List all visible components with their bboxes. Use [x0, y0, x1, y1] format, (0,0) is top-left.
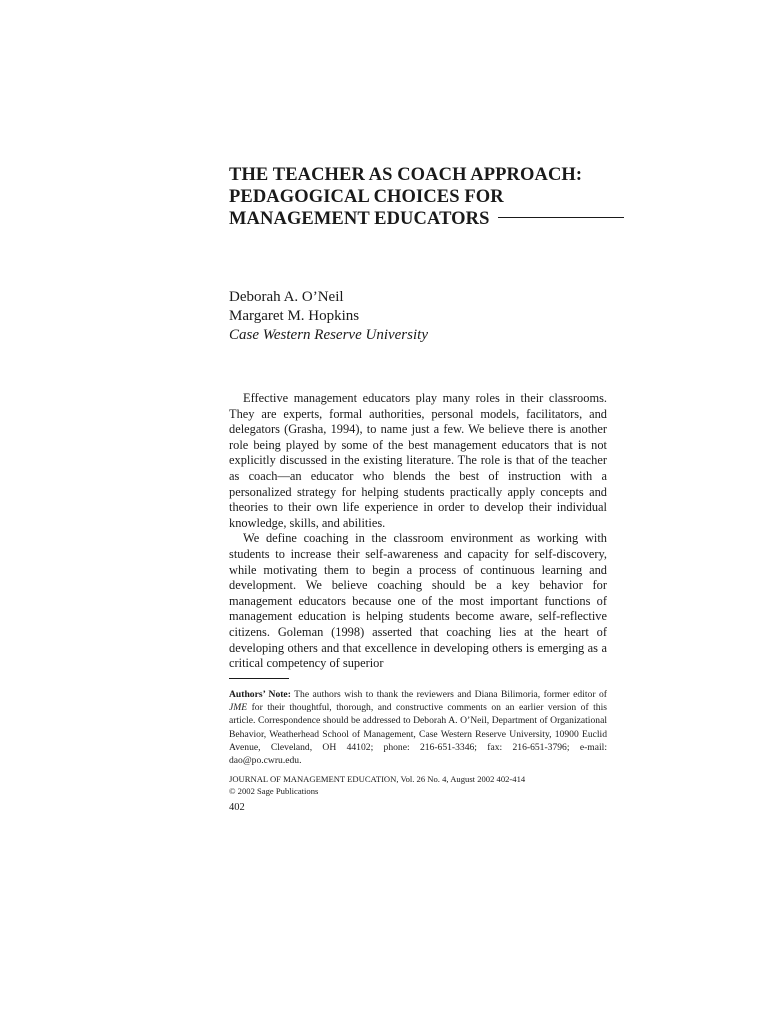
- body-paragraph-1: Effective management educators play many roles in their classrooms. They are experts, formal authorities, personal models, facilitators, and delegators (Grasha, 1994), to name just a few. We believe there is another role being played by some of the best management educators that is not explicitly discussed in the existing literature. The role is that of the teacher as coach—an educator who blends the best of instruction with a personalized strategy for helping students practically apply concepts and theories to their own life experience in order to develop their individual knowledge, skills, and abilities.: [229, 391, 607, 530]
- copyright-notice: © 2002 Sage Publications: [229, 785, 319, 796]
- journal-citation: JOURNAL OF MANAGEMENT EDUCATION, Vol. 26 No. 4, August 2002 402-414: [229, 774, 526, 784]
- journal-abbreviation: JME: [229, 702, 248, 714]
- body-paragraph-2: We define coaching in the classroom environment as working with students to increase their self-awareness and capacity for self-discovery, while motivating them to begin a process of continuous learning and development. We believe coaching should be a key behavior for management educators because one of the most important functions of management education is helping students become aware, self-reflective citizens. Goleman (1998) asserted that coaching lies at the heart of developing others and that excellence in developing others is emerging as a critical competency of superior: [229, 531, 607, 671]
- article-body: [229, 391, 607, 672]
- journal-citation-block: [229, 774, 525, 797]
- title-line-1: THE TEACHER AS COACH APPROACH:: [229, 165, 583, 185]
- article-title: [229, 164, 607, 230]
- title-line-3: [229, 208, 607, 230]
- author-affiliation: Case Western Reserve University: [229, 327, 428, 343]
- authors-note-label: Authors’ Note:: [229, 689, 291, 700]
- footnote-divider: [229, 678, 289, 679]
- title-rule: [498, 217, 624, 218]
- authors-note: [229, 688, 607, 767]
- title-line-3-text: MANAGEMENT EDUCATORS: [229, 209, 490, 229]
- authors-note-text-2: for their thoughtful, thorough, and constructive comments on an earlier version of this article. Correspondence should be addressed to Deborah A. O’Neil, Department of Organizational Behavior, Weatherhead School of Management, Case Western Reserve University, 10900 Euclid Avenue, Cleveland, OH 44102; phone: 216-651-3346; fax: 216-651-3796; e-mail: dao@po.cwru.edu.: [229, 702, 607, 767]
- author-name-2: Margaret M. Hopkins: [229, 308, 360, 324]
- author-name-1: Deborah A. O’Neil: [229, 289, 344, 305]
- page-number: 402: [229, 802, 245, 813]
- authors-note-text-1: The authors wish to thank the reviewers and Diana Bilimoria, former editor of: [290, 689, 607, 700]
- title-line-2: PEDAGOGICAL CHOICES FOR: [229, 187, 504, 207]
- author-block: [229, 288, 428, 345]
